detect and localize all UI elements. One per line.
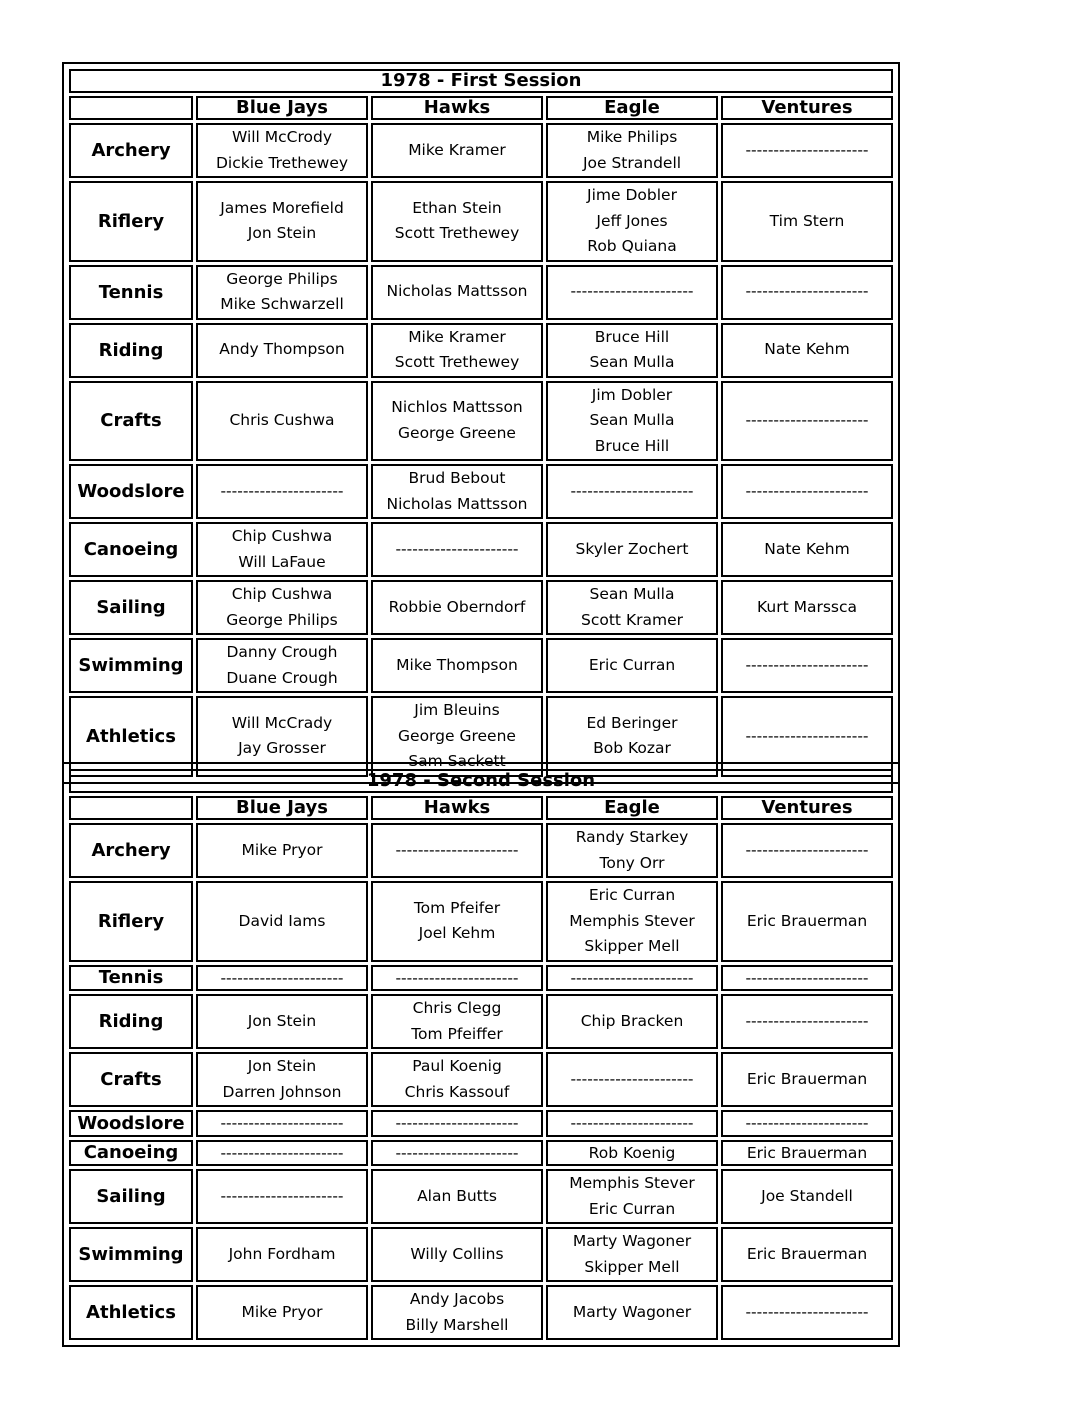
camper-name: Bob Kozar xyxy=(593,739,671,758)
table-row xyxy=(69,1140,893,1167)
roster-cell xyxy=(546,823,718,878)
roster-cell xyxy=(196,1169,368,1224)
roster-cell xyxy=(721,994,893,1049)
roster-cell xyxy=(546,965,718,992)
roster-cell xyxy=(546,638,718,693)
camper-name: ---------------------- xyxy=(570,968,694,987)
camper-name: ---------------------- xyxy=(745,140,869,159)
roster-cell xyxy=(196,638,368,693)
roster-cell xyxy=(371,638,543,693)
column-header-row xyxy=(69,96,893,120)
camper-name: Jay Grosser xyxy=(238,739,326,758)
activity-label: Tennis xyxy=(69,965,193,992)
activity-label: Sailing xyxy=(69,580,193,635)
roster-cell xyxy=(721,1285,893,1340)
camper-name: Scott Trethewey xyxy=(394,224,520,243)
session-title: 1978 - First Session xyxy=(69,69,893,93)
corner-cell xyxy=(69,796,193,820)
roster-cell xyxy=(546,1110,718,1137)
camper-name: Tony Orr xyxy=(599,853,665,872)
roster-cell xyxy=(721,1227,893,1282)
activity-label: Athletics xyxy=(69,1285,193,1340)
camper-name: Danny Crough xyxy=(226,643,338,661)
roster-cell xyxy=(721,265,893,320)
activity-label: Woodslore xyxy=(69,464,193,519)
camper-name: ---------------------- xyxy=(745,1302,869,1321)
camper-name: Scott Kramer xyxy=(581,610,683,629)
camper-name: Eric Curran xyxy=(588,1199,676,1218)
camper-name: ---------------------- xyxy=(570,1114,694,1133)
roster-cell xyxy=(721,1052,893,1107)
roster-cell xyxy=(196,522,368,577)
activity-label: Riflery xyxy=(69,881,193,962)
camper-name: Rob Quiana xyxy=(587,237,677,255)
roster-cell xyxy=(196,580,368,635)
camper-name: Marty Wagoner xyxy=(572,1302,692,1321)
roster-cell xyxy=(721,323,893,378)
table-row xyxy=(69,265,893,320)
table-row xyxy=(69,1285,893,1340)
camper-name: Ethan Stein xyxy=(412,198,502,217)
table-row xyxy=(69,381,893,462)
camper-name: Scott Trethewey xyxy=(394,353,520,371)
camper-name: Billy Marshell xyxy=(405,1315,509,1334)
column-header: Blue Jays xyxy=(196,96,368,120)
table-row xyxy=(69,1169,893,1224)
camper-name: Andy Thompson xyxy=(219,340,345,359)
camper-name: Chip Cushwa xyxy=(231,527,333,545)
camper-name: Tom Pfeiffer xyxy=(411,1024,503,1043)
camper-name: James Morefield xyxy=(220,198,344,217)
camper-name: Sam Sackett xyxy=(408,752,506,770)
table-row xyxy=(69,1110,893,1137)
camper-name: Sean Mulla xyxy=(589,585,675,603)
activity-label: Canoeing xyxy=(69,522,193,577)
camper-name: ---------------------- xyxy=(745,1114,869,1133)
camper-name: Will McCrody xyxy=(231,128,333,146)
camper-name: Chip Bracken xyxy=(580,1011,684,1030)
roster-cell xyxy=(196,123,368,178)
roster-cell xyxy=(371,265,543,320)
camper-name: ---------------------- xyxy=(395,840,519,859)
activity-label: Crafts xyxy=(69,1052,193,1107)
roster-cell xyxy=(371,1169,543,1224)
camper-name: Bruce Hill xyxy=(594,436,670,455)
title-row xyxy=(69,769,893,793)
roster-cell xyxy=(721,464,893,519)
camper-name: Nicholas Mattsson xyxy=(386,494,528,513)
activity-label: Riflery xyxy=(69,181,193,262)
camper-name: ---------------------- xyxy=(220,1114,344,1133)
roster-cell xyxy=(721,638,893,693)
camper-name: Nate Kehm xyxy=(764,539,850,558)
camper-name: Darren Johnson xyxy=(222,1082,342,1101)
camper-name: Joe Strandell xyxy=(582,153,682,172)
camper-name: Marty Wagoner xyxy=(572,1232,692,1250)
camper-name: Mike Pryor xyxy=(241,1302,323,1321)
camper-name: ---------------------- xyxy=(220,481,344,500)
roster-cell xyxy=(546,580,718,635)
camper-name: Willy Collins xyxy=(410,1244,504,1263)
roster-cell xyxy=(196,381,368,462)
camper-name: Tom Pfeifer xyxy=(413,898,501,917)
table-row xyxy=(69,823,893,878)
roster-cell xyxy=(546,1285,718,1340)
camper-name: ---------------------- xyxy=(570,1069,694,1088)
roster-cell xyxy=(721,1140,893,1167)
table-row xyxy=(69,464,893,519)
roster-cell xyxy=(546,1169,718,1224)
camper-name: Robbie Oberndorf xyxy=(388,597,526,616)
roster-cell xyxy=(196,1140,368,1167)
camper-name: George Greene xyxy=(398,726,516,745)
roster-cell xyxy=(546,323,718,378)
camper-name: Nicholas Mattsson xyxy=(386,282,528,301)
activity-label: Sailing xyxy=(69,1169,193,1224)
table-row xyxy=(69,965,893,992)
roster-cell xyxy=(721,381,893,462)
camper-name: Jime Dobler xyxy=(587,186,677,204)
activity-label: Crafts xyxy=(69,381,193,462)
table-row xyxy=(69,123,893,178)
camper-name: Joel Kehm xyxy=(418,924,496,943)
roster-cell xyxy=(196,464,368,519)
activity-label: Swimming xyxy=(69,1227,193,1282)
camper-name: ---------------------- xyxy=(745,1011,869,1030)
roster-cell xyxy=(196,881,368,962)
camper-name: Randy Starkey xyxy=(575,828,689,846)
roster-cell xyxy=(196,265,368,320)
roster-cell xyxy=(371,464,543,519)
camper-name: ---------------------- xyxy=(395,1143,519,1162)
camper-name: Chris Kassouf xyxy=(404,1082,510,1101)
camper-name: Skipper Mell xyxy=(584,1257,680,1276)
table-row xyxy=(69,181,893,262)
camper-name: Alan Butts xyxy=(417,1186,497,1205)
roster-cell xyxy=(721,181,893,262)
roster-cell xyxy=(371,1140,543,1167)
second-session-grid xyxy=(66,766,896,1343)
table-row xyxy=(69,323,893,378)
roster-cell xyxy=(371,123,543,178)
camper-name: Mike Kramer xyxy=(408,327,506,346)
camper-name: Jon Stein xyxy=(247,1011,317,1030)
roster-cell xyxy=(196,994,368,1049)
roster-cell xyxy=(546,881,718,962)
camper-name: ---------------------- xyxy=(745,481,869,500)
roster-cell xyxy=(721,522,893,577)
roster-cell xyxy=(546,1140,718,1167)
camper-name: Dickie Trethewey xyxy=(215,153,349,172)
camper-name: ---------------------- xyxy=(220,968,344,987)
roster-cell xyxy=(721,823,893,878)
camper-name: Kurt Marssca xyxy=(756,597,857,616)
camper-name: ---------------------- xyxy=(395,1114,519,1133)
camper-name: Nate Kehm xyxy=(764,340,850,359)
table-row xyxy=(69,638,893,693)
camper-name: Jon Stein xyxy=(247,1057,317,1075)
camper-name: ---------------------- xyxy=(745,840,869,859)
roster-cell xyxy=(371,1227,543,1282)
camper-name: Andy Jacobs xyxy=(409,1290,505,1308)
activity-label: Swimming xyxy=(69,638,193,693)
camper-name: Duane Crough xyxy=(226,668,338,687)
table-row xyxy=(69,580,893,635)
camper-name: Rob Koenig xyxy=(588,1143,676,1162)
camper-name: ---------------------- xyxy=(220,1143,344,1162)
roster-cell xyxy=(371,522,543,577)
roster-cell xyxy=(371,1052,543,1107)
camper-name: Eric Curran xyxy=(588,886,676,904)
camper-name: ---------------------- xyxy=(745,411,869,429)
title-row xyxy=(69,69,893,93)
camper-name: Will LaFaue xyxy=(238,552,326,571)
camper-name: Tim Stern xyxy=(769,211,845,230)
activity-label: Athletics xyxy=(69,696,193,777)
table-row xyxy=(69,1227,893,1282)
roster-cell xyxy=(546,381,718,462)
camper-name: John Fordham xyxy=(228,1244,336,1263)
roster-cell xyxy=(196,823,368,878)
camper-name: Mike Kramer xyxy=(408,140,506,159)
camper-name: Paul Koenig xyxy=(412,1057,502,1075)
roster-cell xyxy=(721,965,893,992)
camper-name: George Philips xyxy=(226,610,338,629)
roster-cell xyxy=(721,1110,893,1137)
activity-label: Tennis xyxy=(69,265,193,320)
camper-name: Memphis Stever xyxy=(569,911,695,930)
second-session-table xyxy=(62,762,900,1347)
roster-cell xyxy=(371,994,543,1049)
camper-name: Eric Brauerman xyxy=(746,1244,868,1263)
roster-cell xyxy=(371,580,543,635)
column-header: Blue Jays xyxy=(196,796,368,820)
camper-name: Mike Philips xyxy=(586,128,678,146)
camper-name: Eric Brauerman xyxy=(746,1143,868,1162)
roster-cell xyxy=(196,1052,368,1107)
roster-cell xyxy=(546,522,718,577)
roster-cell xyxy=(371,823,543,878)
camper-name: Brud Bebout xyxy=(408,469,506,487)
roster-cell xyxy=(371,381,543,462)
roster-cell xyxy=(546,181,718,262)
roster-cell xyxy=(196,323,368,378)
camper-name: ---------------------- xyxy=(570,282,694,301)
column-header: Ventures xyxy=(721,96,893,120)
roster-cell xyxy=(196,965,368,992)
camper-name: Eric Brauerman xyxy=(746,911,868,930)
column-header: Hawks xyxy=(371,96,543,120)
corner-cell xyxy=(69,96,193,120)
camper-name: Bruce Hill xyxy=(594,327,670,346)
roster-cell xyxy=(371,1285,543,1340)
camper-name: Will McCrady xyxy=(231,713,333,732)
roster-cell xyxy=(721,580,893,635)
table-row xyxy=(69,1052,893,1107)
camper-name: Chip Cushwa xyxy=(231,585,333,603)
table-row xyxy=(69,522,893,577)
camper-name: George Greene xyxy=(398,423,516,442)
roster-cell xyxy=(371,323,543,378)
camper-name: George Philips xyxy=(226,269,338,288)
activity-label: Riding xyxy=(69,323,193,378)
activity-label: Woodslore xyxy=(69,1110,193,1137)
activity-label: Canoeing xyxy=(69,1140,193,1167)
camper-name: ---------------------- xyxy=(395,539,519,558)
roster-cell xyxy=(196,1110,368,1137)
camper-name: Mike Pryor xyxy=(241,840,323,859)
activity-label: Riding xyxy=(69,994,193,1049)
column-header: Eagle xyxy=(546,796,718,820)
camper-name: ---------------------- xyxy=(570,481,694,500)
camper-name: Skipper Mell xyxy=(584,937,680,955)
camper-name: Eric Brauerman xyxy=(746,1069,868,1088)
camper-name: Ed Beringer xyxy=(586,713,678,732)
table-row xyxy=(69,994,893,1049)
roster-cell xyxy=(721,123,893,178)
roster-cell xyxy=(721,1169,893,1224)
column-header-row xyxy=(69,796,893,820)
roster-cell xyxy=(546,1052,718,1107)
roster-cell xyxy=(371,181,543,262)
camper-name: Mike Schwarzell xyxy=(220,295,344,313)
first-session-table xyxy=(62,62,900,784)
camper-name: Chris Cushwa xyxy=(229,411,335,429)
column-header: Ventures xyxy=(721,796,893,820)
camper-name: Nichlos Mattsson xyxy=(391,398,523,417)
camper-name: ---------------------- xyxy=(395,968,519,987)
camper-name: Jon Stein xyxy=(247,224,317,243)
roster-cell xyxy=(196,1285,368,1340)
camper-name: Eric Curran xyxy=(588,655,676,674)
roster-cell xyxy=(371,1110,543,1137)
camper-name: David Iams xyxy=(238,911,326,930)
camper-name: Sean Mulla xyxy=(589,411,675,429)
camper-name: Chris Clegg xyxy=(412,999,502,1017)
session-title: 1978 - Second Session xyxy=(69,769,893,793)
camper-name: Jim Dobler xyxy=(591,385,673,404)
camper-name: Joe Standell xyxy=(761,1186,853,1205)
camper-name: ---------------------- xyxy=(745,282,869,301)
column-header: Eagle xyxy=(546,96,718,120)
activity-label: Archery xyxy=(69,823,193,878)
camper-name: Sean Mulla xyxy=(589,353,675,371)
roster-cell xyxy=(546,265,718,320)
roster-cell xyxy=(371,881,543,962)
camper-name: Skyler Zochert xyxy=(575,539,689,558)
roster-cell xyxy=(196,1227,368,1282)
camper-name: ---------------------- xyxy=(220,1186,344,1205)
column-header: Hawks xyxy=(371,796,543,820)
camper-name: Jeff Jones xyxy=(596,211,668,230)
first-session-grid xyxy=(66,66,896,780)
camper-name: Jim Bleuins xyxy=(414,701,500,719)
activity-label: Archery xyxy=(69,123,193,178)
table-row xyxy=(69,881,893,962)
roster-cell xyxy=(721,881,893,962)
roster-cell xyxy=(196,181,368,262)
roster-cell xyxy=(371,965,543,992)
camper-name: Mike Thompson xyxy=(396,655,518,674)
camper-name: ---------------------- xyxy=(745,655,869,674)
camper-name: Memphis Stever xyxy=(569,1174,695,1192)
roster-cell xyxy=(546,1227,718,1282)
camper-name: ---------------------- xyxy=(745,968,869,987)
roster-cell xyxy=(546,123,718,178)
roster-cell xyxy=(546,464,718,519)
roster-cell xyxy=(546,994,718,1049)
camper-name: ---------------------- xyxy=(745,726,869,745)
